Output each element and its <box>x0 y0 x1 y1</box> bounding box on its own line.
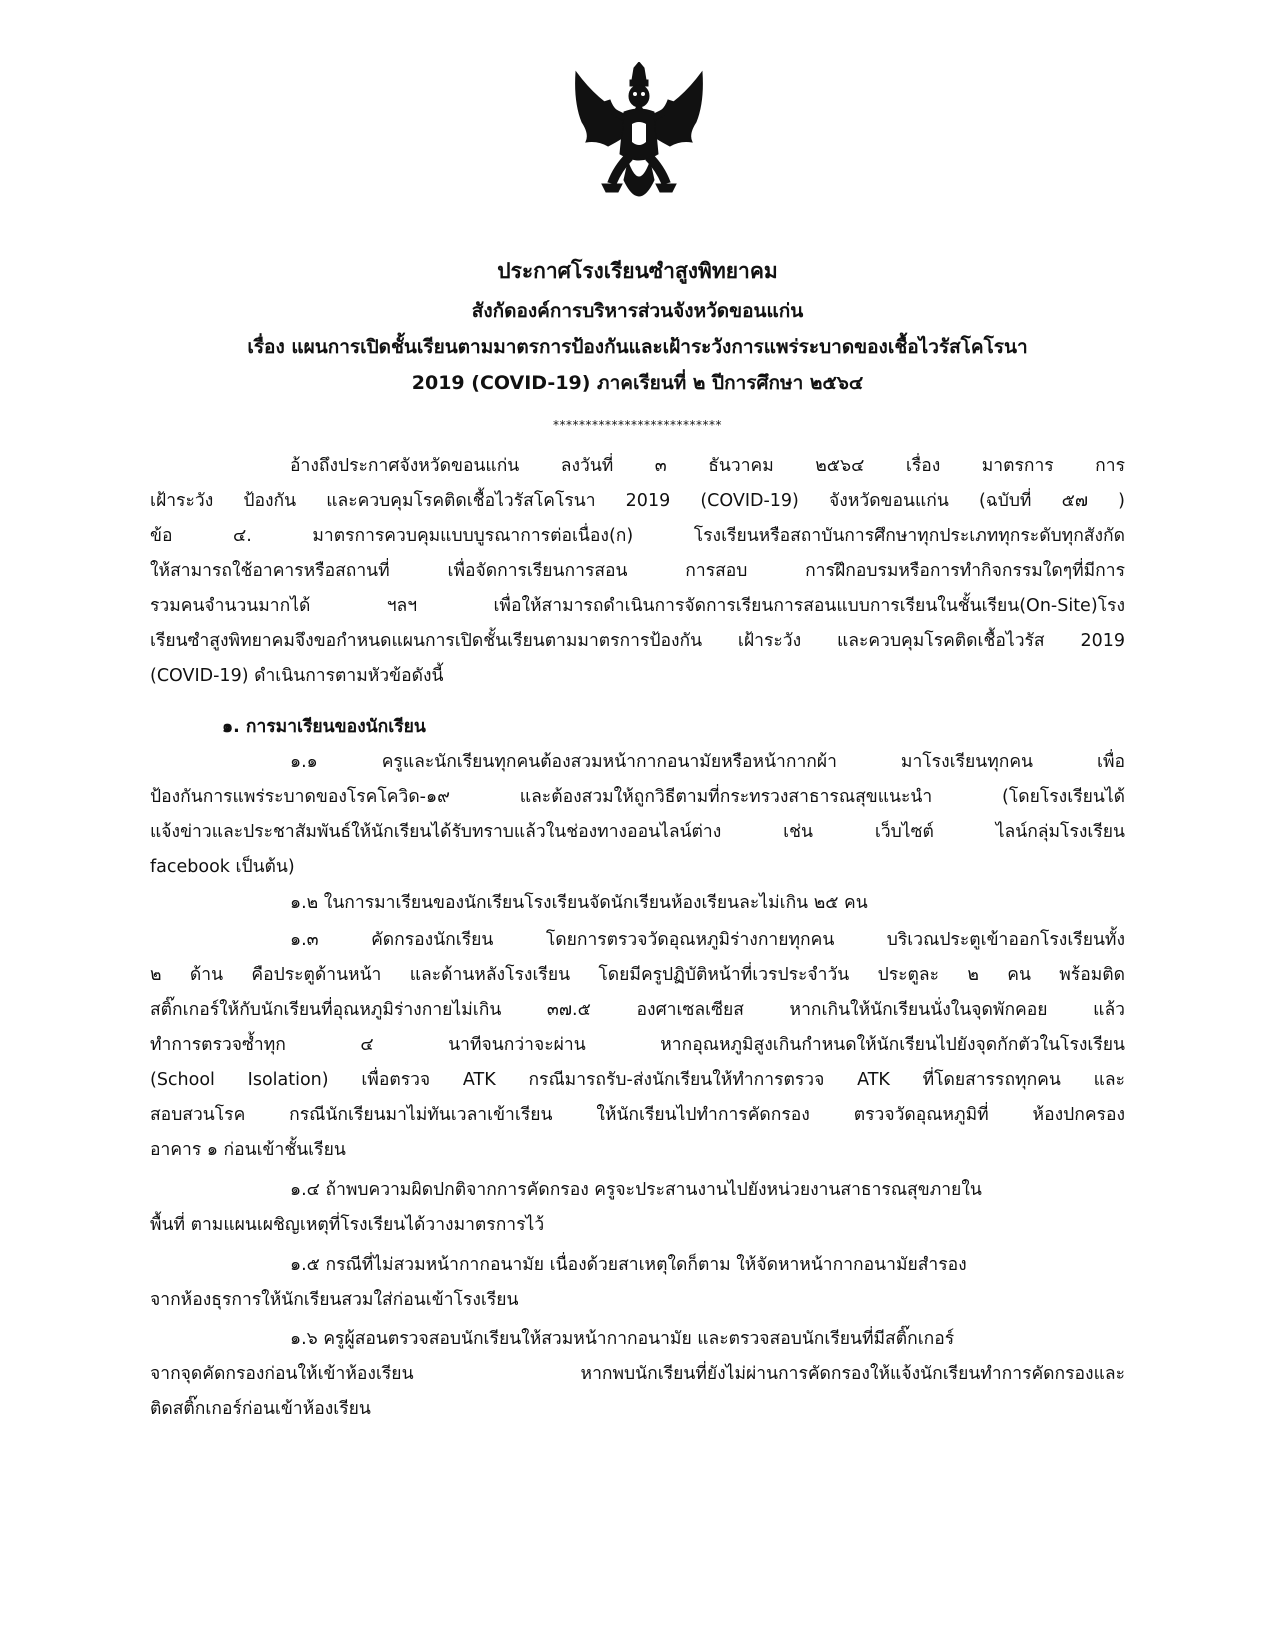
item-1-2-line: ๑.๒ ในการมาเรียนของนักเรียนโรงเรียนจัดนักเรียนห้องเรียนละไม่เกิน ๒๕ คน <box>290 893 868 913</box>
garuda-emblem-icon <box>568 62 710 212</box>
subject-line-1: เรื่อง แผนการเปิดชั้นเรียนตามมาตรการป้องกันและเฝ้าระวังการแพร่ระบาดของเชื้อไวรัสโคโรนา <box>247 336 1028 358</box>
subject-line-2: 2019 (COVID-19) ภาคเรียนที่ ๒ ปีการศึกษา ๒๕๖๔ <box>411 372 864 394</box>
item-1-3-line: สติ๊กเกอร์ให้กับนักเรียนที่อุณหภูมิร่างกายไม่เกิน ๓๗.๕ องศาเซลเซียส หากเกินให้นักเรียนนั่งในจุดพักคอย แล้ว <box>150 1000 1125 1020</box>
intro-line: เรียนซำสูงพิทยาคมจึงขอกำหนดแผนการเปิดชั้นเรียนตามมาตรการป้องกัน เฝ้าระวัง และควบคุมโรคติดเชื้อไวรัส 2019 <box>150 631 1125 651</box>
section-heading: ๑. การมาเรียนของนักเรียน <box>222 717 426 737</box>
item-1-3-line: ๒ ด้าน คือประตูด้านหน้า และด้านหลังโรงเรียน โดยมีครูปฏิบัติหน้าที่เวรประจำวัน ประตูละ ๒ คน พร้อมติด <box>150 965 1125 985</box>
item-1-3-line: สอบสวนโรค กรณีนักเรียนมาไม่ทันเวลาเข้าเรียน ให้นักเรียนไปทำการคัดกรอง ตรวจวัดอุณหภูมิที่ ห้องปกครอง <box>150 1105 1125 1125</box>
agency-line: สังกัดองค์การบริหารส่วนจังหวัดขอนแก่น <box>471 300 804 322</box>
intro-line: ให้สามารถใช้อาคารหรือสถานที่ เพื่อจัดการเรียนการสอน การสอบ การฝึกอบรมหรือการทำกิจกรรมใดๆที่มีการ <box>150 561 1125 581</box>
item-1-6-line: ๑.๖ ครูผู้สอนตรวจสอบนักเรียนให้สวมหน้ากากอนามัย และตรวจสอบนักเรียนที่มีสติ๊กเกอร์ <box>290 1329 955 1349</box>
announcement-title: ประกาศโรงเรียนซำสูงพิทยาคม <box>497 259 778 283</box>
item-1-1-line: ป้องกันการแพร่ระบาดของโรคโควิด-๑๙ และต้องสวมให้ถูกวิธีตามที่กระทรวงสาธารณสุขแนะนำ (โดยโรงเรียนได้ <box>150 787 1125 807</box>
intro-line: รวมคนจำนวนมากได้ ฯลฯ เพื่อให้สามารถดำเนินการจัดการเรียนการสอนแบบการเรียนในชั้นเรียน(On-Site)โรง <box>150 596 1125 616</box>
intro-line: ข้อ ๔. มาตรการควบคุมแบบบูรณาการต่อเนื่อง(ก) โรงเรียนหรือสถาบันการศึกษาทุกประเภททุกระดับทุกสังกัด <box>150 526 1125 546</box>
item-1-6-line: จากจุดคัดกรองก่อนให้เข้าห้องเรียน หากพบนักเรียนที่ยังไม่ผ่านการคัดกรองให้แจ้งนักเรียนทำการคัดกรองและ <box>150 1364 1125 1384</box>
item-1-3-line: อาคาร ๑ ก่อนเข้าชั้นเรียน <box>150 1140 346 1160</box>
intro-line: (COVID-19) ดำเนินการตามหัวข้อดังนี้ <box>150 666 444 686</box>
item-1-1-line: facebook เป็นต้น) <box>150 857 295 877</box>
intro-line: อ้างถึงประกาศจังหวัดขอนแก่น ลงวันที่ ๓ ธันวาคม ๒๕๖๔ เรื่อง มาตรการ การ <box>290 456 1125 476</box>
item-1-3-line: ๑.๓ คัดกรองนักเรียน โดยการตรวจวัดอุณหภูมิร่างกายทุกคน บริเวณประตูเข้าออกโรงเรียนทั้ง <box>290 930 1125 950</box>
item-1-6-line: ติดสติ๊กเกอร์ก่อนเข้าห้องเรียน <box>150 1399 371 1419</box>
item-1-4-line: พื้นที่ ตามแผนเผชิญเหตุที่โรงเรียนได้วางมาตรการไว้ <box>150 1215 545 1235</box>
intro-line: เฝ้าระวัง ป้องกัน และควบคุมโรคติดเชื้อไวรัสโคโรนา 2019 (COVID-19) จังหวัดขอนแก่น (ฉบับที่ ๕๗ ) <box>150 491 1125 511</box>
separator: ************************** <box>553 418 722 432</box>
item-1-1-line: ๑.๑ ครูและนักเรียนทุกคนต้องสวมหน้ากากอนามัยหรือหน้ากากผ้า มาโรงเรียนทุกคน เพื่อ <box>290 752 1125 772</box>
item-1-3-line: (School Isolation) เพื่อตรวจ ATK กรณีมารถรับ-ส่งนักเรียนให้ทำการตรวจ ATK ที่โดยสารรถทุกคน และ <box>150 1070 1125 1090</box>
item-1-3-line: ทำการตรวจซ้ำทุก ๔ นาทีจนกว่าจะผ่าน หากอุณหภูมิสูงเกินกำหนดให้นักเรียนไปยังจุดกักตัวในโรงเรียน <box>150 1035 1125 1055</box>
item-1-1-line: แจ้งข่าวและประชาสัมพันธ์ให้นักเรียนได้รับทราบแล้วในช่องทางออนไลน์ต่าง เช่น เว็บไซต์ ไลน์กลุ่มโรงเรียน <box>150 822 1125 842</box>
item-1-5-line: จากห้องธุรการให้นักเรียนสวมใส่ก่อนเข้าโรงเรียน <box>150 1290 519 1310</box>
item-1-4-line: ๑.๔ ถ้าพบความผิดปกติจากการคัดกรอง ครูจะประสานงานไปยังหน่วยงานสาธารณสุขภายใน <box>290 1180 982 1200</box>
item-1-5-line: ๑.๕ กรณีที่ไม่สวมหน้ากากอนามัย เนื่องด้วยสาเหตุใดก็ตาม ให้จัดหาหน้ากากอนามัยสำรอง <box>290 1255 967 1275</box>
